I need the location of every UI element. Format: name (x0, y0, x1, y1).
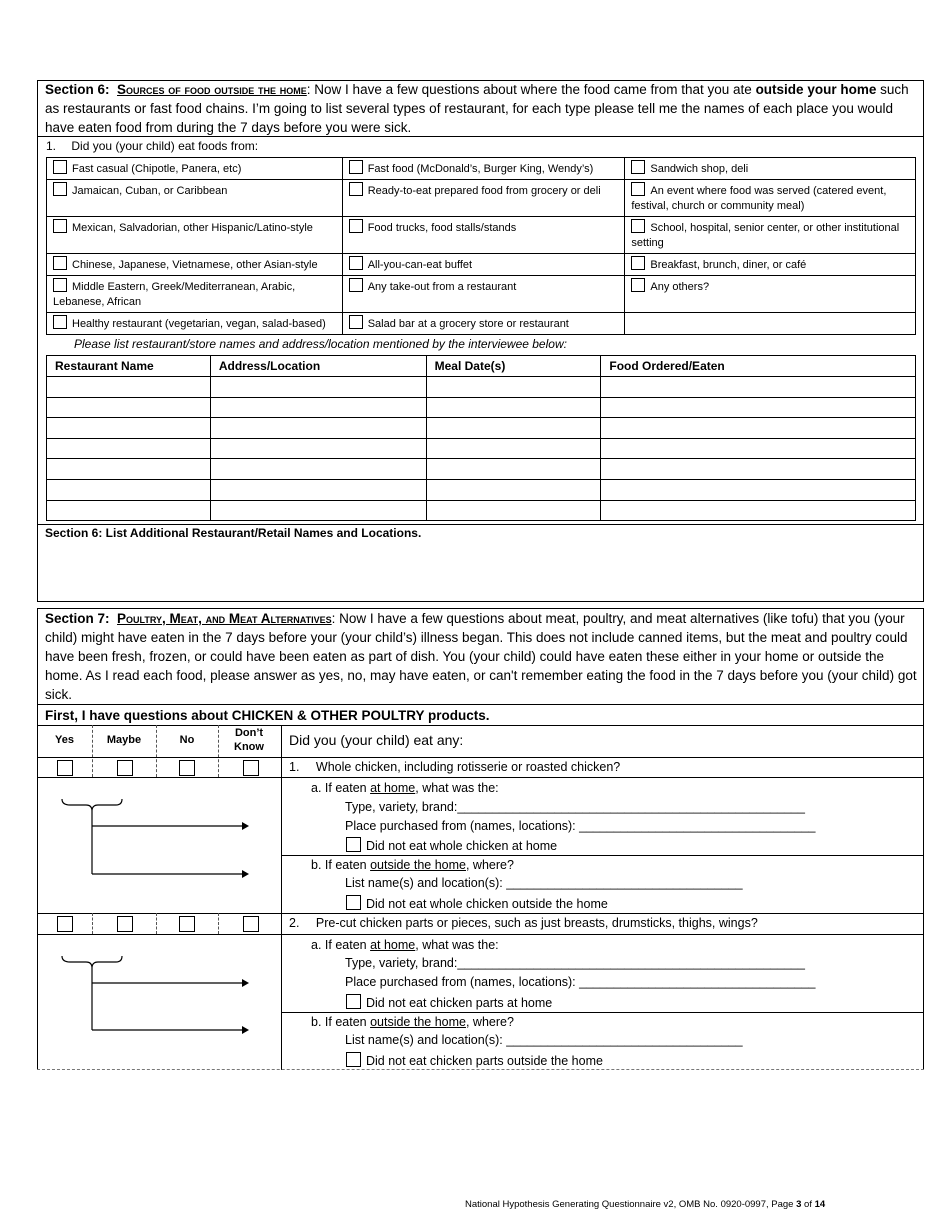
q1-type-field[interactable] (345, 800, 805, 814)
row-divider (37, 757, 924, 758)
q1-a-heading (311, 781, 499, 795)
chicken-header: First, I have questions about CHICKEN & OTHER POULTRY products. (45, 708, 490, 723)
text: , where? (465, 1015, 514, 1029)
cell[interactable] (47, 377, 211, 398)
cell[interactable] (210, 377, 426, 398)
field-label: Place purchased from (names, locations): (345, 975, 580, 989)
option-cell[interactable] (342, 180, 625, 217)
q2-no-checkbox[interactable] (179, 916, 195, 932)
grid-row (47, 217, 916, 254)
cell[interactable] (426, 500, 601, 521)
footer-text: National Hypothesis Generating Questionnaire v2, OMB No. 0920-0997, Page (465, 1199, 797, 1210)
header-yes: Yes (55, 734, 74, 746)
option-cell[interactable] (625, 180, 916, 217)
col-divider (156, 913, 157, 934)
footer-total: 14 (814, 1199, 826, 1210)
additional-label: Section 6: List Additional Restaurant/Retail Names and Locations. (45, 526, 422, 540)
option-label: Breakfast, brunch, diner, or café (650, 259, 807, 271)
section6-intro-bold: outside your home (755, 82, 877, 97)
table-row[interactable] (47, 438, 916, 459)
text: , what was the: (415, 781, 499, 795)
cell[interactable] (601, 377, 916, 398)
option-label: School, hospital, senior center, or other institutional setting (631, 222, 900, 249)
checkbox[interactable] (346, 994, 361, 1009)
q1-question (289, 760, 620, 774)
cell[interactable] (47, 397, 211, 418)
field-blank[interactable]: __________________________________ (506, 1033, 743, 1047)
option-label: Chinese, Japanese, Vietnamese, other Asian-style (72, 259, 318, 271)
cell[interactable] (426, 377, 601, 398)
section6-intro-a: : Now I have a few questions about where the food came from that you ate (306, 82, 756, 97)
table-row[interactable] (47, 479, 916, 500)
checkbox[interactable] (349, 278, 363, 292)
q2-dont-know-checkbox[interactable] (243, 916, 259, 932)
option-cell[interactable] (47, 254, 343, 276)
cell[interactable] (426, 438, 601, 459)
cell[interactable] (47, 500, 211, 521)
q1-list-field[interactable] (345, 876, 743, 890)
grid-row (47, 276, 916, 313)
q1-num: 1. (46, 139, 57, 153)
q2-b-heading (311, 1015, 514, 1029)
field-blank[interactable]: __________________________________________________ (457, 800, 805, 814)
field-label: List name(s) and location(s): (345, 1033, 507, 1047)
cell[interactable] (601, 479, 916, 500)
section6-title: Sources of food outside the home (117, 82, 307, 97)
option-cell[interactable] (47, 158, 343, 180)
field-blank[interactable]: __________________________________ (579, 819, 816, 833)
text: b. If eaten (311, 858, 371, 872)
option-label: Any take-out from a restaurant (367, 281, 517, 293)
q2-place-field[interactable] (345, 975, 816, 989)
q1-sub-divider (282, 855, 924, 856)
checkbox[interactable] (53, 160, 67, 174)
text-underlined: outside the home (370, 858, 466, 872)
q2-out-none[interactable] (346, 1052, 603, 1068)
food-source-grid (46, 157, 916, 335)
checkbox[interactable] (631, 278, 645, 292)
option-label: Did not eat whole chicken outside the home (366, 897, 608, 911)
col-meal-dates: Meal Date(s) (426, 356, 601, 377)
option-cell[interactable] (625, 276, 916, 313)
section7-intro-text: : Now I have a few questions about meat, poultry, and meat alternatives (like tofu) that you (your child) might have eaten in the 7 days before your (your child’s) illness began. This does not include canned items, but the meat and poultry could have been fresh, frozen, or could have been eaten as part of dish. You (your child) could have eaten these either in your home or outside the home. As I read each food, please answer as yes, no, may have eaten, or can't remember eating the food in the 7 days before you (your child) got sick. (45, 611, 917, 702)
q2-sub-divider (282, 1012, 924, 1013)
col-divider (92, 913, 93, 934)
cell[interactable] (601, 397, 916, 418)
additional-divider (37, 524, 924, 525)
q2-question-text: Pre-cut chicken parts or pieces, such as just breasts, drumsticks, thighs, wings? (315, 916, 758, 930)
section7-title: Poultry, Meat, and Meat Alternatives (117, 611, 332, 626)
option-label: Ready-to-eat prepared food from grocery or deli (367, 185, 601, 197)
table-row[interactable] (47, 377, 916, 398)
section7-label: Section 7: (45, 611, 110, 626)
q1-b-heading (311, 858, 514, 872)
section6-divider (37, 136, 924, 137)
option-label: Any others? (650, 281, 710, 293)
q1-arrows (60, 797, 250, 881)
q2-arrows (60, 954, 250, 1038)
option-label: An event where food was served (catered event, festival, church or community meal) (631, 185, 887, 212)
option-cell[interactable] (342, 254, 625, 276)
col-divider (92, 725, 93, 777)
option-cell[interactable] (342, 217, 625, 254)
field-label: Type, variety, brand: (345, 800, 458, 814)
option-label: Healthy restaurant (vegetarian, vegan, salad-based) (72, 318, 326, 330)
grid-row (47, 158, 916, 180)
col-divider (218, 913, 219, 934)
cell[interactable] (210, 500, 426, 521)
text: a. If eaten (311, 938, 371, 952)
text: , where? (465, 858, 514, 872)
grid-row (47, 313, 916, 335)
bottom-edge (37, 1069, 924, 1070)
header-dont-know: Don’t Know (234, 727, 264, 753)
checkbox[interactable] (53, 278, 67, 292)
cell[interactable] (601, 500, 916, 521)
checkbox[interactable] (349, 160, 363, 174)
option-label: Mexican, Salvadorian, other Hispanic/Latino-style (72, 222, 313, 234)
option-cell[interactable] (47, 217, 343, 254)
q2-number: 2. (289, 916, 300, 930)
cell[interactable] (47, 418, 211, 439)
cell[interactable] (210, 397, 426, 418)
checkbox[interactable] (53, 182, 67, 196)
option-cell[interactable] (47, 180, 343, 217)
list-prompt: Please list restaurant/store names and address/location mentioned by the interviewee below: (74, 337, 567, 351)
checkbox[interactable] (53, 256, 67, 270)
option-label: Did not eat chicken parts outside the home (366, 1054, 603, 1068)
option-label: All-you-can-eat buffet (367, 259, 473, 271)
q2-a-heading (311, 938, 499, 952)
grid-row (47, 180, 916, 217)
cell[interactable] (601, 418, 916, 439)
field-blank[interactable]: __________________________________________________ (457, 956, 805, 970)
field-label: Type, variety, brand: (345, 956, 458, 970)
footer-page: 3 (796, 1199, 802, 1210)
q2-type-field[interactable] (345, 956, 805, 970)
option-cell[interactable] (47, 313, 343, 335)
option-label: Fast casual (Chipotle, Panera, etc) (72, 163, 242, 175)
option-cell[interactable] (625, 158, 916, 180)
option-cell[interactable] (47, 276, 343, 313)
checkbox[interactable] (346, 837, 361, 852)
option-label: Fast food (McDonald’s, Burger King, Wendy’s) (367, 163, 594, 175)
text: , what was the: (415, 938, 499, 952)
col-divider (156, 725, 157, 777)
checkbox[interactable] (631, 182, 645, 196)
text-underlined: at home (370, 938, 416, 952)
cell[interactable] (47, 479, 211, 500)
cell[interactable] (426, 418, 601, 439)
did-you-eat: Did you (your child) eat any: (289, 732, 464, 748)
cell[interactable] (426, 397, 601, 418)
option-cell[interactable] (625, 254, 916, 276)
table-row[interactable] (47, 500, 916, 521)
footer-of: of (801, 1199, 815, 1210)
option-label: Sandwich shop, deli (650, 163, 749, 175)
q2-maybe-checkbox[interactable] (117, 916, 133, 932)
s7-divider-1 (37, 704, 924, 705)
q1-out-none[interactable] (346, 895, 608, 911)
option-label: Jamaican, Cuban, or Caribbean (72, 185, 228, 197)
col-food-ordered: Food Ordered/Eaten (601, 356, 916, 377)
text: a. If eaten (311, 781, 371, 795)
checkbox[interactable] (53, 315, 67, 329)
option-label: Did not eat chicken parts at home (366, 996, 553, 1010)
q2-home-none[interactable] (346, 994, 552, 1010)
field-label: List name(s) and location(s): (345, 876, 507, 890)
field-blank[interactable]: __________________________________ (579, 975, 816, 989)
option-cell[interactable] (625, 217, 916, 254)
section6-label: Section 6: (45, 82, 110, 97)
option-cell[interactable] (342, 276, 625, 313)
q1-no-checkbox[interactable] (179, 760, 195, 776)
q2-list-field[interactable] (345, 1033, 743, 1047)
checkbox[interactable] (631, 160, 645, 174)
cell[interactable] (210, 418, 426, 439)
q1-dont-know-checkbox[interactable] (243, 760, 259, 776)
field-label: Place purchased from (names, locations): (345, 819, 580, 833)
field-blank[interactable]: __________________________________ (506, 876, 743, 890)
restaurant-table (46, 355, 916, 521)
section6-intro (45, 80, 917, 137)
checkbox[interactable] (349, 315, 363, 329)
q1-yes-checkbox[interactable] (57, 760, 73, 776)
q1-question-text: Whole chicken, including rotisserie or roasted chicken? (315, 760, 621, 774)
q1-maybe-checkbox[interactable] (117, 760, 133, 776)
option-cell[interactable] (342, 158, 625, 180)
cell[interactable] (210, 438, 426, 459)
cell[interactable] (601, 438, 916, 459)
row-divider (37, 777, 924, 778)
table-row[interactable] (47, 397, 916, 418)
option-label: Salad bar at a grocery store or restaurant (367, 318, 569, 330)
q2-question (289, 916, 758, 930)
q1-number: 1. (289, 760, 300, 774)
checkbox[interactable] (631, 256, 645, 270)
cell[interactable] (47, 459, 211, 480)
header-no: No (179, 734, 195, 746)
q1-place-field[interactable] (345, 819, 816, 833)
q1-text: Did you (your child) eat foods from: (71, 139, 259, 153)
cell[interactable] (601, 459, 916, 480)
q1-home-none[interactable] (346, 837, 557, 853)
checkbox[interactable] (631, 219, 645, 233)
checkbox[interactable] (349, 219, 363, 233)
text-underlined: at home (370, 781, 416, 795)
option-label: Middle Eastern, Greek/Mediterranean, Arabic, Lebanese, African (53, 281, 296, 308)
col-address: Address/Location (210, 356, 426, 377)
footer (465, 1199, 825, 1210)
col-restaurant-name: Restaurant Name (47, 356, 211, 377)
q1-row (46, 139, 258, 153)
s7-divider-2 (37, 725, 924, 726)
section7-intro (45, 609, 917, 704)
cell[interactable] (47, 438, 211, 459)
checkbox[interactable] (346, 895, 361, 910)
table-row[interactable] (47, 459, 916, 480)
text: b. If eaten (311, 1015, 371, 1029)
checkbox[interactable] (53, 219, 67, 233)
cell[interactable] (426, 479, 601, 500)
checkbox[interactable] (349, 256, 363, 270)
cell[interactable] (426, 459, 601, 480)
option-cell[interactable] (342, 313, 625, 335)
checkbox[interactable] (346, 1052, 361, 1067)
checkbox[interactable] (349, 182, 363, 196)
table-header-row (47, 356, 916, 377)
row-divider (37, 934, 924, 935)
option-cell-empty (625, 313, 916, 335)
option-label: Food trucks, food stalls/stands (367, 222, 517, 234)
cell[interactable] (210, 479, 426, 500)
header-maybe: Maybe (106, 734, 142, 746)
text-underlined: outside the home (370, 1015, 466, 1029)
section6-intro-b: such as restaurants or fast food chains. I’m going to list several types of restaurant, for each type please tell me the names of each place you would have eaten food from during the 7 days before you were sick. (45, 82, 909, 135)
option-label: Did not eat whole chicken at home (366, 839, 558, 853)
col-divider (218, 725, 219, 777)
q2-yes-checkbox[interactable] (57, 916, 73, 932)
cell[interactable] (210, 459, 426, 480)
row-divider (37, 913, 924, 914)
table-row[interactable] (47, 418, 916, 439)
grid-row (47, 254, 916, 276)
